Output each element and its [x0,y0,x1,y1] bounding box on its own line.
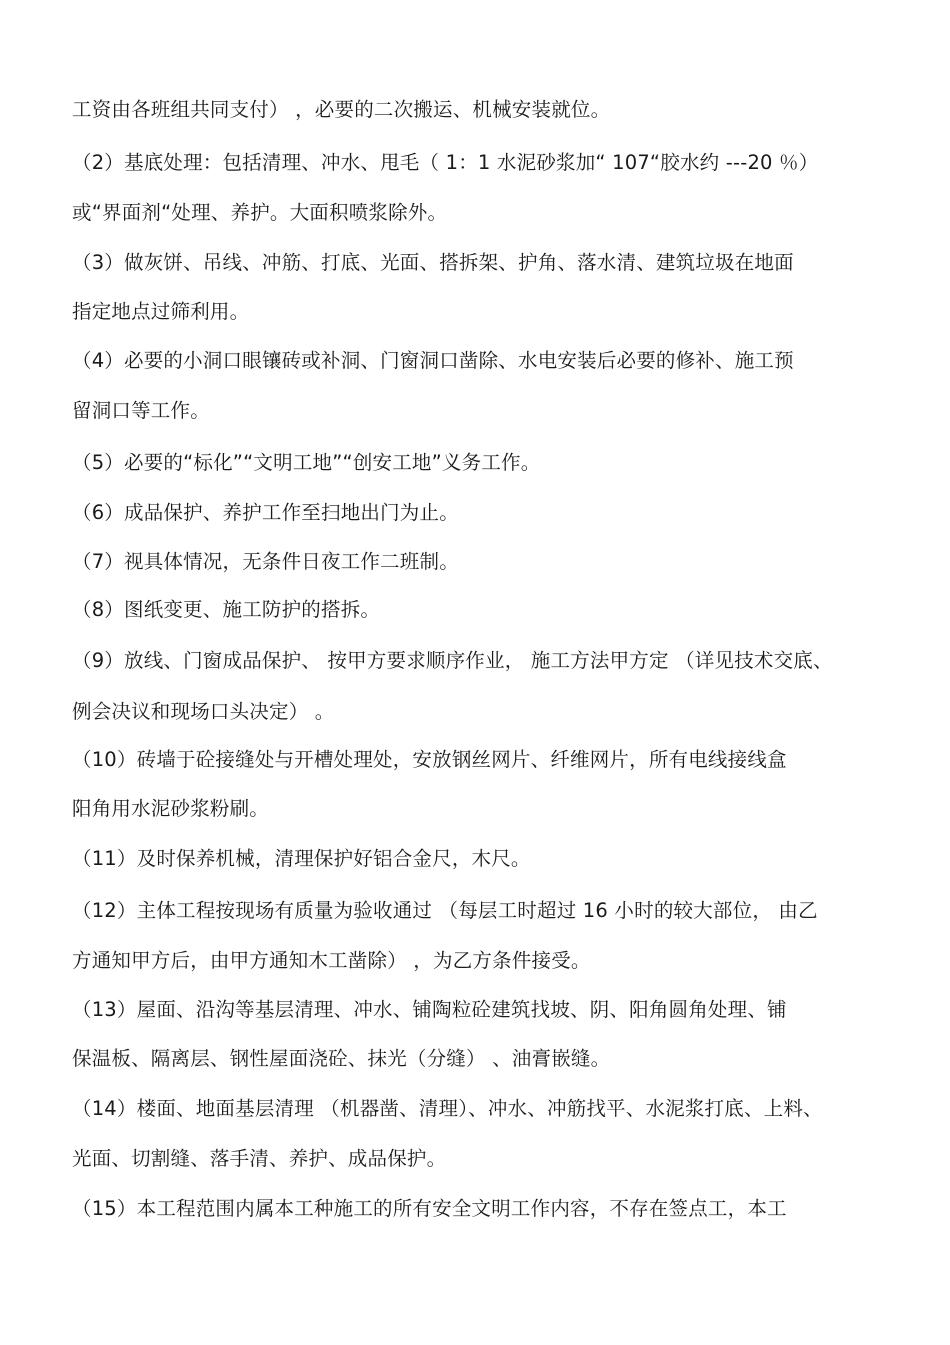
text-line: 光面、切割缝、落手清、养护、成品保护。 [72,1147,447,1170]
text-line: （8）图纸变更、施工防护的搭拆。 [72,598,381,621]
text-line: （10）砖墙于砼接缝处与开槽处理处，安放钢丝网片、纤维网片，所有电线接线盒 [72,748,787,771]
text-line: （7）视具体情况，无条件日夜工作二班制。 [72,550,459,573]
text-line: （3）做灰饼、吊线、冲筋、打底、光面、搭拆架、护角、落水清、建筑垃圾在地面 [72,251,794,274]
text-line: 例会决议和现场口头决定） 。 [72,700,335,723]
text-line: 指定地点过筛利用。 [72,300,250,323]
text-line: 方通知甲方后，由甲方通知木工凿除） ，为乙方条件接受。 [72,949,591,972]
text-line: （14）楼面、地面基层清理 （机器凿、清理）、冲水、冲筋找平、水泥浆打底、上料、 [72,1097,823,1120]
text-line: 工资由各班组共同支付） ，必要的二次搬运、机械安装就位。 [72,98,611,121]
text-line: （12）主体工程按现场有质量为验收通过 （每层工时超过 16 小时的较大部位， 由乙 [72,899,818,922]
text-line: 阳角用水泥砂浆粉刷。 [72,797,270,820]
text-line: （11）及时保养机械，清理保护好铝合金尺，木尺。 [72,847,531,870]
text-line: （5）必要的“标化”“文明工地”“创安工地”义务工作。 [72,451,541,474]
text-line: （9）放线、门窗成品保护、 按甲方要求顺序作业， 施工方法甲方定 （详见技术交底、 [72,649,833,672]
text-line: 或“界面剂“处理、养护。大面积喷浆除外。 [72,201,448,224]
text-line: （6）成品保护、养护工作至扫地出门为止。 [72,501,459,524]
text-line: （2）基底处理：包括清理、冲水、甩毛（ 1：1 水泥砂浆加“ 107“胶水约 ---20 ％） [72,151,819,174]
text-line: 留洞口等工作。 [72,399,210,422]
text-line: （4）必要的小洞口眼镶砖或补洞、门窗洞口凿除、水电安装后必要的修补、施工预 [72,349,794,372]
text-line: （13）屋面、沿沟等基层清理、冲水、铺陶粒砼建筑找坡、阴、阳角圆角处理、铺 [72,998,787,1021]
text-line: （15）本工程范围内属本工种施工的所有安全文明工作内容，不存在签点工，本工 [72,1197,787,1220]
text-line: 保温板、隔离层、钢性屋面浇砼、抹光（分缝） 、油膏嵌缝。 [72,1047,611,1070]
